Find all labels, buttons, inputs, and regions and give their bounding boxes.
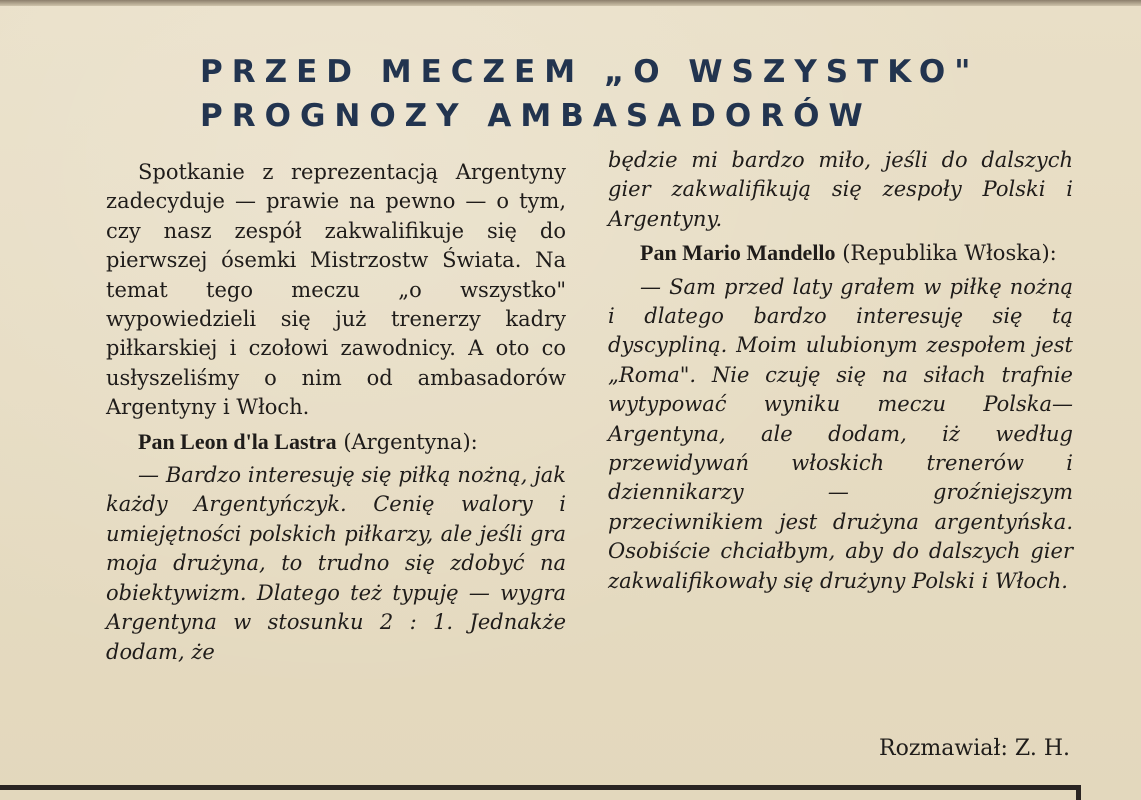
intro-paragraph: Spotkanie z reprezentacją Argentyny zadecyduje — prawie na pewno — o tym, czy nasz zespół zakwalifikuje się do pierwszej ósemki Mistrzostw Świata. Na temat tego meczu „o wszystko" wypowiedzieli się już trenerzy kadry piłkarskiej i czołowi zawodnicy. A oto co usłyszeliśmy o nim od ambasadorów Argentyny i Włoch. bbox=[106, 160, 566, 420]
signature: Rozmawiał: Z. H. bbox=[879, 736, 1070, 761]
right-edge-rule bbox=[1076, 785, 1081, 800]
speaker1-name: Pan Leon d'la Lastra bbox=[138, 428, 337, 454]
speaker1-attribution bbox=[106, 427, 566, 457]
right-column bbox=[608, 146, 1073, 600]
bottom-rule bbox=[0, 785, 1076, 790]
speaker2-quote: — Sam przed laty grałem w piłkę nożną i dlatego bardzo interesuję się tą dyscypliną. Moim ulubionym zespołem jest „Roma". Nie czuję się na siłach trafnie wytypować wyniku meczu Polska—Argentyna, ale dodam, iż według przewidywań włoskich trenerów i dziennikarzy — groźniejszym przeciwnikiem jest drużyna argentyńska. Osobiście chciałbym, aby do dalszych gier zakwalifikowały się drużyny Polski i Włoch. bbox=[608, 274, 1073, 593]
speaker2-name: Pan Mario Mandello bbox=[640, 240, 836, 266]
speaker1-quote-continued: będzie mi bardzo miło, jeśli do dalszych gier zakwalifikują się zespoły Polski i Argentyny. bbox=[608, 148, 1073, 231]
headline bbox=[200, 50, 980, 138]
speaker1-country: (Argentyna): bbox=[336, 429, 478, 454]
headline-line-1: PRZED MECZEM „O WSZYSTKO" bbox=[200, 54, 980, 90]
speaker2-country: (Republika Włoska): bbox=[835, 241, 1057, 266]
headline-line-2: PROGNOZY AMBASADORÓW bbox=[200, 98, 872, 134]
left-column bbox=[106, 158, 566, 671]
speaker2-attribution bbox=[608, 238, 1073, 268]
top-rule bbox=[0, 0, 1141, 6]
speaker1-quote: — Bardzo interesuję się piłką nożną, jak każdy Argentyńczyk. Cenię walory i umiejętności polskich piłkarzy, ale jeśli gra moja drużyna, to trudno się zdobyć na obiektywizm. Dlatego też typuję — wygra Argentyna w stosunku 2 : 1. Jednakże dodam, że bbox=[106, 463, 566, 664]
